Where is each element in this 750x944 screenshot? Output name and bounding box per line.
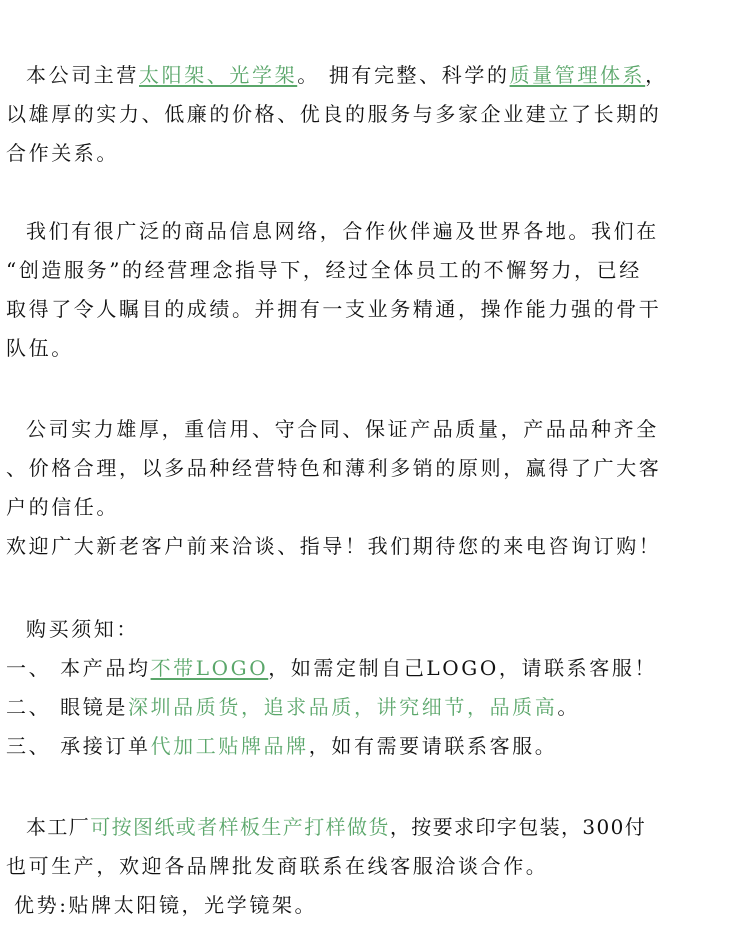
intro-line-1: 本公司主营太阳架、光学架。 拥有完整、科学的质量管理体系， bbox=[26, 63, 668, 87]
quality-system-highlight: 质量管理体系 bbox=[509, 63, 646, 87]
notice-item-3: 三、 承接订单代加工贴牌品牌，如有需要请联系客服。 bbox=[6, 734, 558, 758]
notice-item-2: 二、 眼镜是深圳品质货，追求品质，讲究细节，品质高。 bbox=[6, 695, 580, 719]
advantage-line: 优势:贴牌太阳镜，光学镜架。 bbox=[14, 893, 318, 917]
notice-heading: 购买须知： bbox=[26, 617, 139, 641]
quality-highlight: 深圳品质货，追求品质，讲究细节，品质高 bbox=[127, 695, 558, 719]
custom-production-highlight: 可按图纸或者样板生产打样做货 bbox=[90, 815, 390, 839]
network-paragraph bbox=[6, 212, 748, 368]
notice-item-1: 一、 本产品均不带LOGO，如需定制自己LOGO，请联系客服！ bbox=[6, 656, 658, 680]
intro-paragraph bbox=[6, 56, 748, 173]
factory-paragraph bbox=[6, 808, 748, 886]
purchase-notice bbox=[6, 610, 748, 766]
advantage-paragraph bbox=[6, 886, 748, 925]
no-logo-highlight: 不带LOGO bbox=[150, 656, 269, 680]
factory-line-1: 本工厂可按图纸或者样板生产打样做货，按要求印字包装，300付 bbox=[26, 815, 647, 839]
intro-line-2: 以雄厚的实力、低廉的价格、优良的服务与多家企业建立了长期的 bbox=[6, 102, 662, 126]
oem-highlight: 代加工贴牌品牌 bbox=[150, 734, 309, 758]
main-products-highlight: 太阳架、光学架 bbox=[139, 63, 298, 87]
network-line-1: 我们有很广泛的商品信息网络，合作伙伴遍及世界各地。我们在 bbox=[26, 219, 659, 243]
welcome-line: 欢迎广大新老客户前来洽谈、指导！我们期待您的来电咨询订购！ bbox=[6, 534, 662, 558]
strength-line-1: 公司实力雄厚，重信用、守合同、保证产品质量，产品品种齐全 bbox=[26, 417, 659, 441]
strength-line-3: 户的信任。 bbox=[6, 495, 119, 519]
network-line-2: “创造服务”的经营理念指导下，经过全体员工的不懈努力，已经 bbox=[6, 258, 642, 282]
strength-line-2: 、价格合理，以多品种经营特色和薄利多销的原则，赢得了广大客 bbox=[6, 456, 662, 480]
strength-paragraph bbox=[6, 410, 748, 566]
network-line-4: 队伍。 bbox=[6, 336, 74, 360]
factory-line-2: 也可生产，欢迎各品牌批发商联系在线客服洽谈合作。 bbox=[6, 854, 549, 878]
intro-line-3: 合作关系。 bbox=[6, 141, 119, 165]
network-line-3: 取得了令人瞩目的成绩。并拥有一支业务精通，操作能力强的骨干 bbox=[6, 297, 662, 321]
